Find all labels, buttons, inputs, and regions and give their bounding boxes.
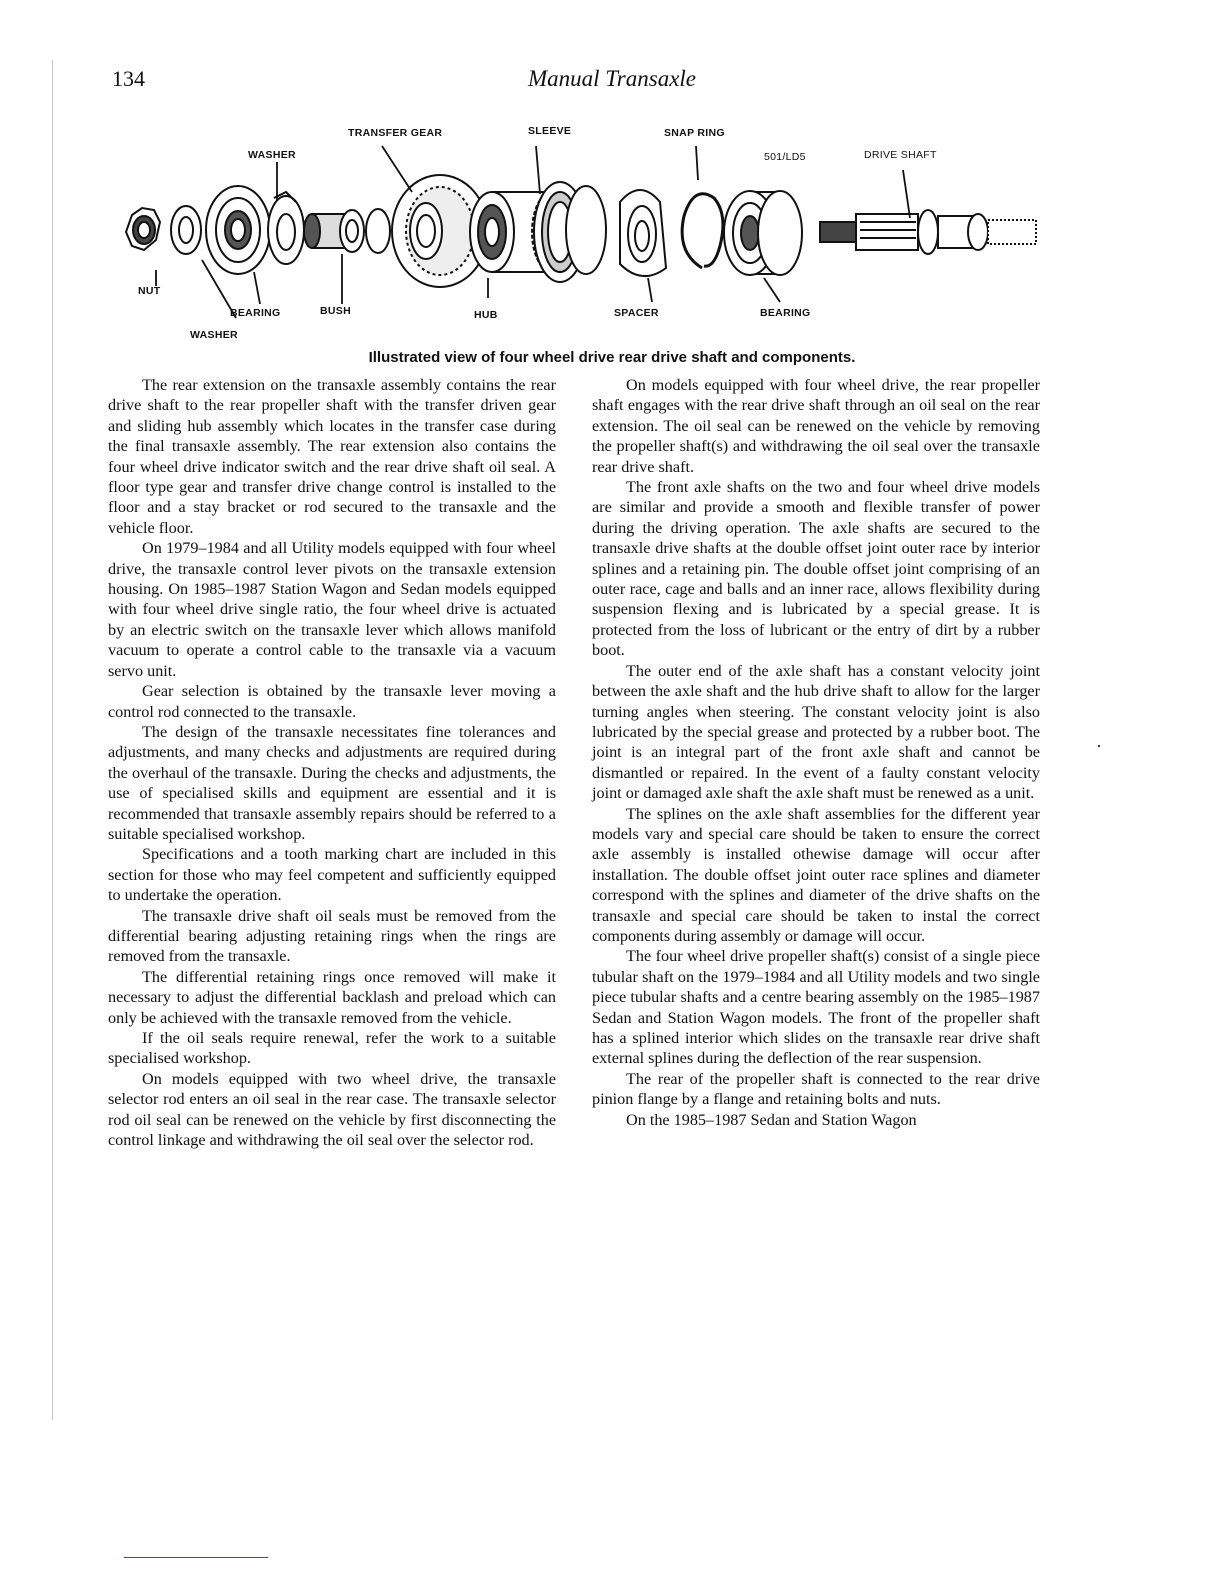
washer-part [171,206,201,254]
paragraph: The rear extension on the transaxle assembly contains the rear drive shaft to the rear propeller shaft with the transfer driven gear and sliding hub assembly which locates in the transfer case during the final transaxle assembly. The rear extension also contains the four wheel drive indicator switch and the rear drive shaft oil seal. A floor type gear and transfer drive change control is installed to the floor and a stay bracket or rod secured to the transaxle and the vehicle floor. [108,376,556,537]
label-hub: HUB [474,309,498,321]
margin-rule [52,60,53,1420]
paragraph: If the oil seals require renewal, refer the work to a suitable specialised workshop. [108,1029,556,1068]
label-washer-bottom: WASHER [190,329,238,341]
bearing-right-part [724,191,802,275]
right-column [592,375,1040,1130]
label-sleeve: SLEEVE [528,125,572,137]
drive-shaft-part [820,210,1036,254]
paragraph: The differential retaining rings once removed will make it necessary to adjust the differential backlash and preload which can only be achieved with the transaxle removed from the vehicle. [108,967,556,1027]
paragraph: On the 1985–1987 Sedan and Station Wagon [626,1110,917,1129]
snap-ring-part [682,194,723,268]
bush-part [304,210,364,252]
paragraph: The outer end of the axle shaft has a constant velocity joint between the axle shaft and the hub drive shaft to allow for the larger turning angles when steering. The constant velocity joint is also lubricated by the special grease and protected by a rubber boot. The joint is an integral part of the front axle shaft and cannot be dismantled or repaired. In the event of a faulty constant velocity joint or damaged axle shaft the axle shaft must be renewed as a unit. [592,661,1040,803]
label-bearing-left: BEARING [230,307,281,319]
label-drive-shaft: DRIVE SHAFT [864,149,937,161]
bearing-left-part [206,186,270,274]
label-spacer: SPACER [614,307,659,319]
running-title: Manual Transaxle [527,66,697,91]
paragraph: Gear selection is obtained by the transaxle lever moving a control rod connected to the transaxle. [108,682,556,721]
paragraph: The rear of the propeller shaft is connected to the rear drive pinion flange by a flange and retaining bolts and nuts. [592,1069,1040,1109]
exploded-parts-diagram [120,118,1050,348]
figure-caption: Illustrated view of four wheel drive rear drive shaft and components. [368,349,856,366]
label-bush: BUSH [320,305,351,317]
paragraph: Specifications and a tooth marking chart are included in this section for those who may feel competent and sufficiently equipped to undertake the operation. [108,845,556,905]
paragraph: The splines on the axle shaft assemblies for the different year models vary and special care should be taken to ensure the correct axle assembly is installed othewise damage will occur after installation. The double offset joint outer race splines and diameter correspond with the splines and diameter of the drive shafts on the transaxle and special care should be taken to instal the correct components during assembly or damage will occur. [592,804,1040,945]
label-nut: NUT [138,285,161,297]
footer-rule [124,1557,268,1558]
spacer-part [620,190,666,276]
page-number: 134 [112,66,145,91]
keyed-washer-part [268,192,304,264]
label-snap-ring: SNAP RING [664,127,725,139]
label-bearing-right: BEARING [760,307,811,319]
paragraph: On models equipped with four wheel drive, the rear propeller shaft engages with the rear drive shaft through an oil seal on the rear extension. The oil seal can be renewed on the vehicle by removing the propeller shaft(s) and withdrawing the oil seal over the transaxle rear drive shaft. [592,376,1040,476]
sleeve-part [534,182,606,282]
label-washer-top: WASHER [248,149,296,161]
paragraph: The transaxle drive shaft oil seals must be removed from the differential bearing adjusting retaining rings when the rings are removed from the transaxle. [108,906,556,966]
paragraph: On 1979–1984 and all Utility models equipped with four wheel drive, the transaxle control lever pivots on the transaxle extension housing. On 1985–1987 Station Wagon and Sedan models equipped with four wheel drive single ratio, the four wheel drive is actuated by an electric switch on the transaxle lever which allows manifold vacuum to operate a control cable to the transaxle via a vacuum servo unit. [108,539,556,680]
nut-part [126,208,160,250]
label-part-code: 501/LD5 [764,151,806,163]
paragraph: On models equipped with two wheel drive, the transaxle selector rod enters an oil seal in the rear case. The transaxle selector rod oil seal can be renewed on the vehicle by first disconnecting the control linkage and withdrawing the oil seal over the selector rod. [108,1069,556,1150]
paragraph: The front axle shafts on the two and four wheel drive models are similar and provide a smooth and flexible transfer of power during the driving operation. The axle shafts are secured to the transaxle drive shafts at the double offset joint outer race by interior splines and a retaining pin. The double offset joint comprising of an outer race, cage and balls and an inner race, allows flexibility during suspension flexing and is lubricated by a special grease. It is protected from the loss of lubricant or the entry of dirt by a rubber boot. [592,478,1040,660]
label-transfer-gear: TRANSFER GEAR [348,127,443,139]
paragraph: The design of the transaxle necessitates fine tolerances and adjustments, and many checks and adjustments are required during the overhaul of the transaxle. During the checks and adjustments, the use of specialised skills and equipment are essential and it is recommended that transaxle assembly repairs should be referred to a suitable specialised workshop. [108,722,556,843]
left-column [108,375,556,1150]
paragraph: The four wheel drive propeller shaft(s) consist of a single piece tubular shaft on the 1979–1984 and all Utility models and two single piece tubular shafts and a centre bearing assembly on the 1985–1987 Sedan and Station Wagon models. The front of the propeller shaft has a splined interior which slides on the transaxle rear drive shaft external splines during the deflection of the rear suspension. [592,947,1040,1068]
stray-mark [1098,745,1100,747]
